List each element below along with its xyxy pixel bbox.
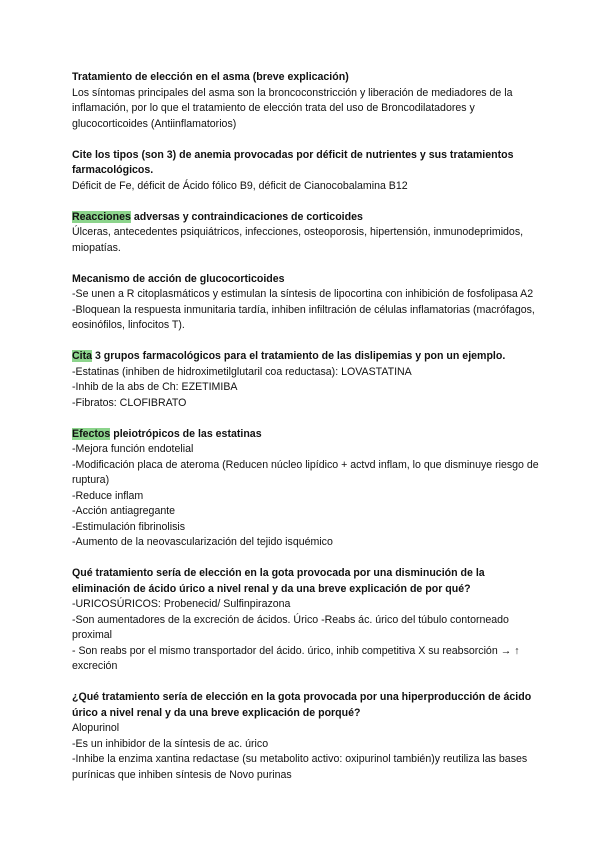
qa-section bbox=[72, 690, 542, 783]
question-text: Qué tratamiento sería de elección en la gota provocada por una disminución de la eliminación de ácido úrico a nivel renal y da una breve explicación de por qué? bbox=[72, 567, 485, 595]
answer-line: Úlceras, antecedentes psiquiátricos, infecciones, osteoporosis, hipertensión, inmunodeprimidos, miopatías. bbox=[72, 226, 524, 254]
question-heading bbox=[72, 148, 542, 179]
question-heading bbox=[72, 690, 542, 721]
qa-section bbox=[72, 427, 542, 551]
qa-section bbox=[72, 272, 542, 334]
answer-line: Los síntomas principales del asma son la broncoconstricción y liberación de mediadores de la inflamación, por lo que el tratamiento de elección trata del uso de Broncodilatadores y glucocorticoides (Antiinflamatorios) bbox=[72, 86, 513, 130]
document-content bbox=[72, 70, 542, 799]
answer-line: -Aumento de la neovascularización del tejido isquémico bbox=[72, 536, 333, 548]
qa-section bbox=[72, 148, 542, 195]
qa-section bbox=[72, 70, 542, 132]
question-heading bbox=[72, 272, 542, 288]
question-heading bbox=[72, 427, 542, 443]
highlighted-text: Cita bbox=[72, 350, 93, 362]
question-text: Tratamiento de elección en el asma (breve explicación) bbox=[72, 71, 349, 83]
answer-line: -Reduce inflam bbox=[72, 489, 144, 502]
question-text: Mecanismo de acción de glucocorticoides bbox=[72, 272, 285, 285]
answer-line: -URICOSÚRICOS: Probenecid/ Sulfinpirazona bbox=[72, 598, 291, 610]
answer-line: -Es un inhibidor de la síntesis de ac. úrico bbox=[72, 737, 269, 750]
answer-line: Déficit de Fe, déficit de Ácido fólico B9, déficit de Cianocobalamina B12 bbox=[72, 179, 408, 192]
question-text: Cite los tipos (son 3) de anemia provocadas por déficit de nutrientes y sus tratamientos farmacológicos. bbox=[72, 148, 514, 176]
answer-line: - Son reabs por el mismo transportador del ácido. úrico, inhib competitiva X su reabsorción → ↑ excreción bbox=[72, 644, 520, 672]
answer-line: -Acción antiagregante bbox=[72, 505, 176, 517]
answer-line: Alopurinol bbox=[72, 722, 120, 734]
question-text: pleiotrópicos de las estatinas bbox=[110, 427, 262, 440]
qa-section bbox=[72, 210, 542, 257]
question-heading bbox=[72, 70, 542, 86]
answer-line: -Inhibe la enzima xantina redactase (su metabolito activo: oxipurinol también)y reutiliza las bases purínicas que inhiben síntesis de Novo purinas bbox=[72, 753, 528, 781]
answer-line: -Modificación placa de ateroma (Reducen núcleo lipídico + actvd inflam, lo que disminuye riesgo de ruptura) bbox=[72, 458, 539, 486]
question-text: 3 grupos farmacológicos para el tratamiento de las dislipemias y pon un ejemplo. bbox=[92, 350, 506, 362]
answer-line: -Mejora función endotelial bbox=[72, 443, 194, 455]
answer-line: -Bloquean la respuesta inmunitaria tardía, inhiben infiltración de células inflamatorias (macrófagos, eosinófilos, linfocitos T). bbox=[72, 303, 535, 331]
answer-line: -Estimulación fibrinolisis bbox=[72, 520, 186, 533]
answer-line: -Fibratos: CLOFIBRATO bbox=[72, 396, 187, 409]
answer-line: -Se unen a R citoplasmáticos y estimulan la síntesis de lipocortina con inhibición de fosfolipasa A2 bbox=[72, 288, 534, 300]
answer-line: -Inhib de la abs de Ch: EZETIMIBA bbox=[72, 381, 238, 393]
highlighted-text: Reacciones bbox=[72, 210, 131, 223]
question-heading bbox=[72, 210, 542, 226]
qa-section bbox=[72, 349, 542, 411]
question-text: adversas y contraindicaciones de corticoides bbox=[130, 210, 363, 223]
question-text: ¿Qué tratamiento sería de elección en la gota provocada por una hiperproducción de ácido úrico a nivel renal y da una breve explicación de porqué? bbox=[72, 691, 532, 719]
answer-line: -Estatinas (inhiben de hidroximetilglutaril coa reductasa): LOVASTATINA bbox=[72, 365, 412, 378]
answer-line: -Son aumentadores de la excreción de ácidos. Úrico -Reabs ác. úrico del túbulo contorneado proximal bbox=[72, 613, 509, 641]
question-heading bbox=[72, 349, 542, 365]
question-heading bbox=[72, 566, 542, 597]
qa-section bbox=[72, 566, 542, 675]
highlighted-text: Efectos bbox=[72, 427, 111, 440]
